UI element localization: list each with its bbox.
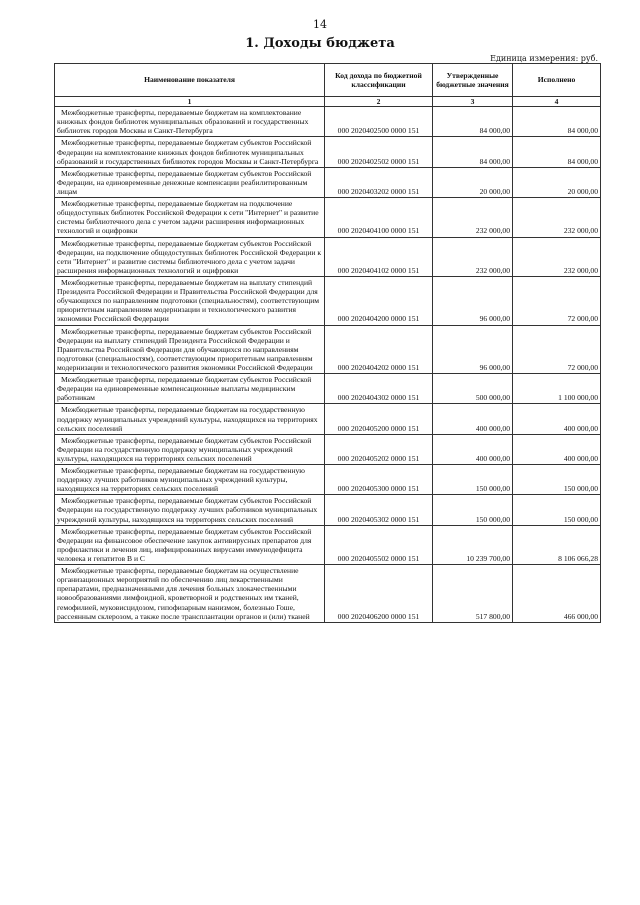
table-row (55, 107, 601, 137)
row-name: Межбюджетные трансферты, передаваемые бюджетам на государственную поддержку муниципальных учреждений культуры, находящихся на территориях сельских поселений (55, 404, 325, 434)
row-executed-value: 1 100 000,00 (513, 374, 601, 404)
row-name: Межбюджетные трансферты, передаваемые бюджетам на выплату стипендий Президента Российской Федерации и Правительства Российской Федерации для обучающихся по направлениям подготовки (специальностям), соответствующим приоритетным направлениям модернизации и технологического развития экономики Российской Федерации (55, 276, 325, 325)
row-executed-value: 20 000,00 (513, 167, 601, 197)
table-row (55, 434, 601, 464)
row-executed-value: 232 000,00 (513, 237, 601, 276)
row-approved-value: 400 000,00 (433, 404, 513, 434)
row-name: Межбюджетные трансферты, передаваемые бюджетам субъектов Российской Федерации, на подключение общедоступных библиотек Российской Федерации к сети "Интернет" и развитие системы библиотечного дела с учетом задачи расширения информационных технологий и оцифровки (55, 237, 325, 276)
row-executed-value: 8 106 066,28 (513, 525, 601, 564)
row-executed-value: 72 000,00 (513, 276, 601, 325)
table-row (55, 325, 601, 374)
table-row (55, 495, 601, 525)
row-approved-value: 20 000,00 (433, 167, 513, 197)
row-name: Межбюджетные трансферты, передаваемые бюджетам на подключение общедоступных библиотек Российской Федерации к сети "Интернет" и развитие системы библиотечного дела с учетом задачи расширения информационных технологий и оцифровки (55, 198, 325, 237)
row-approved-value: 84 000,00 (433, 107, 513, 137)
row-code: 000 2020405200 0000 151 (325, 404, 433, 434)
revenue-table (54, 63, 601, 623)
row-code: 000 2020404102 0000 151 (325, 237, 433, 276)
unit-label: Единица измерения: руб. (490, 54, 598, 63)
row-executed-value: 232 000,00 (513, 198, 601, 237)
row-name: Межбюджетные трансферты, передаваемые бюджетам субъектов Российской Федерации, на единовременные денежные компенсации реабилитированным лицам (55, 167, 325, 197)
table-row (55, 276, 601, 325)
row-name: Межбюджетные трансферты, передаваемые бюджетам субъектов Российской Федерации на государственную поддержку лучших работников муниципальных учреждений культуры, находящихся на территориях сельских поселений (55, 495, 325, 525)
header-executed: Исполнено (513, 64, 601, 97)
row-code: 000 2020404200 0000 151 (325, 276, 433, 325)
row-executed-value: 400 000,00 (513, 434, 601, 464)
header-code: Код дохода по бюджетной классификации (325, 64, 433, 97)
page-title: 1. Доходы бюджета (245, 36, 395, 51)
row-approved-value: 500 000,00 (433, 374, 513, 404)
row-executed-value: 400 000,00 (513, 404, 601, 434)
row-name: Межбюджетные трансферты, передаваемые бюджетам субъектов Российской Федерации на единовременные компенсационные выплаты медицинским работникам (55, 374, 325, 404)
row-code: 000 2020405202 0000 151 (325, 434, 433, 464)
header-approved: Утвержденные бюджетные значения (433, 64, 513, 97)
row-name: Межбюджетные трансферты, передаваемые бюджетам субъектов Российской Федерации на комплектование книжных фондов библиотек муниципальных образований и государственных библиотек городов Москвы и Санкт-Петербурга (55, 137, 325, 167)
row-approved-value: 232 000,00 (433, 198, 513, 237)
row-approved-value: 84 000,00 (433, 137, 513, 167)
table-row (55, 374, 601, 404)
row-approved-value: 150 000,00 (433, 495, 513, 525)
column-number: 3 (433, 97, 513, 107)
table-row (55, 137, 601, 167)
row-name: Межбюджетные трансферты, передаваемые бюджетам на комплектование книжных фондов библиотек муниципальных образований и государственных библиотек городов Москвы и Санкт-Петербурга (55, 107, 325, 137)
column-number: 2 (325, 97, 433, 107)
column-number: 4 (513, 97, 601, 107)
row-executed-value: 150 000,00 (513, 495, 601, 525)
table-row (55, 237, 601, 276)
header-name: Наименование показателя (55, 64, 325, 97)
table-row (55, 565, 601, 623)
row-name: Межбюджетные трансферты, передаваемые бюджетам субъектов Российской Федерации на финансовое обеспечение закупок антивирусных препаратов для профилактики и лечения лиц, инфицированных вирусами иммунодефицита человека и гепатитов B и C (55, 525, 325, 564)
table-row (55, 525, 601, 564)
row-code: 000 2020402502 0000 151 (325, 137, 433, 167)
row-name: Межбюджетные трансферты, передаваемые бюджетам на осуществление организационных мероприятий по обеспечению лиц лекарственными препаратами, предназначенными для лечения больных злокачественными новообразованиями лимфоидной, кроветворной и родственных им тканей, гемофилией, муковисцидозом, гипофизарным нанизмом, болезнью Гоше, рассеянным склерозом, а также после трансплантации органов и (или) тканей (55, 565, 325, 623)
row-approved-value: 96 000,00 (433, 325, 513, 374)
row-approved-value: 150 000,00 (433, 465, 513, 495)
row-name: Межбюджетные трансферты, передаваемые бюджетам субъектов Российской Федерации на государственную поддержку муниципальных учреждений культуры, находящихся на территориях сельских поселений (55, 434, 325, 464)
row-approved-value: 517 800,00 (433, 565, 513, 623)
row-executed-value: 84 000,00 (513, 137, 601, 167)
row-name: Межбюджетные трансферты, передаваемые бюджетам субъектов Российской Федерации на выплату стипендий Президента Российской Федерации и Правительства Российской Федерации для обучающихся по направлениям подготовки (специальностям), соответствующим приоритетным направлениям модернизации и технологического развития экономики Российской Федерации (55, 325, 325, 374)
row-code: 000 2020406200 0000 151 (325, 565, 433, 623)
row-code: 000 2020405300 0000 151 (325, 465, 433, 495)
row-approved-value: 10 239 700,00 (433, 525, 513, 564)
row-approved-value: 232 000,00 (433, 237, 513, 276)
table-row (55, 404, 601, 434)
row-name: Межбюджетные трансферты, передаваемые бюджетам на государственную поддержку лучших работников муниципальных учреждений культуры, находящихся на территориях сельских поселений (55, 465, 325, 495)
row-code: 000 2020404302 0000 151 (325, 374, 433, 404)
column-number: 1 (55, 97, 325, 107)
row-executed-value: 150 000,00 (513, 465, 601, 495)
row-code: 000 2020404100 0000 151 (325, 198, 433, 237)
row-code: 000 2020403202 0000 151 (325, 167, 433, 197)
page-number: 14 (313, 18, 327, 31)
row-executed-value: 72 000,00 (513, 325, 601, 374)
row-approved-value: 96 000,00 (433, 276, 513, 325)
table-row (55, 198, 601, 237)
row-code: 000 2020405302 0000 151 (325, 495, 433, 525)
row-executed-value: 466 000,00 (513, 565, 601, 623)
row-approved-value: 400 000,00 (433, 434, 513, 464)
row-code: 000 2020405502 0000 151 (325, 525, 433, 564)
row-code: 000 2020404202 0000 151 (325, 325, 433, 374)
row-code: 000 2020402500 0000 151 (325, 107, 433, 137)
table-row (55, 465, 601, 495)
table-row (55, 167, 601, 197)
row-executed-value: 84 000,00 (513, 107, 601, 137)
